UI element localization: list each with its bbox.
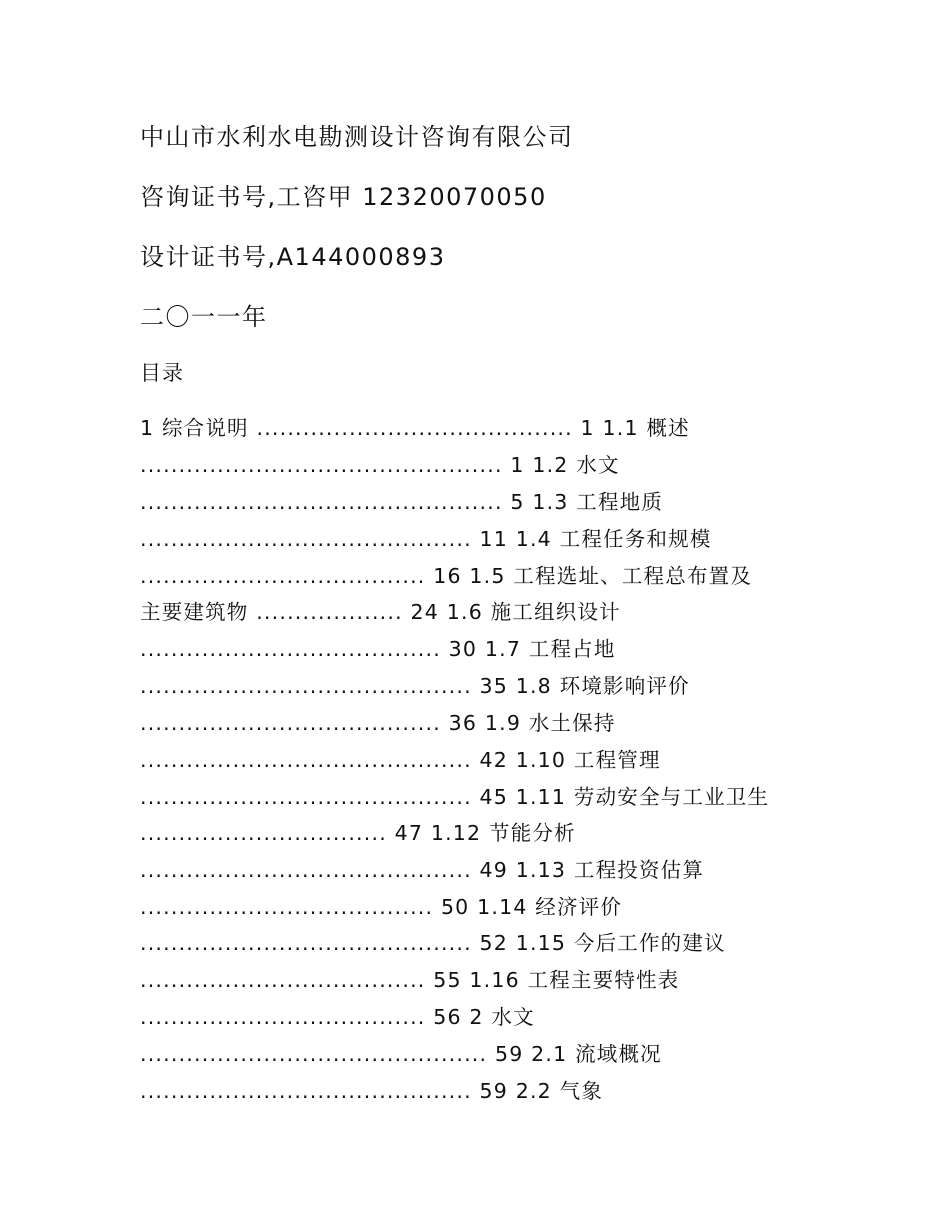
design-certificate-number: 设计证书号,A144000893 bbox=[140, 243, 446, 271]
toc-line: 主要建筑物 ................... 24 1.6 施工组织设计 bbox=[140, 600, 621, 624]
toc-line: ............................................... 1 1.2 水文 bbox=[140, 453, 620, 477]
toc-line: ........................................... 11 1.4 工程任务和规模 bbox=[140, 527, 712, 551]
toc-line: ........................................... 45 1.11 劳动安全与工业卫生 bbox=[140, 785, 770, 809]
document-year: 二〇一一年 bbox=[140, 303, 268, 331]
toc-line: ....................................... 36 1.9 水土保持 bbox=[140, 711, 616, 735]
toc-line: ............................................. 59 2.1 流域概况 bbox=[140, 1042, 662, 1066]
toc-line: ..................................... 56 2 水文 bbox=[140, 1005, 535, 1029]
toc-line: ........................................... 49 1.13 工程投资估算 bbox=[140, 858, 705, 882]
toc-line: ........................................... 52 1.15 今后工作的建议 bbox=[140, 931, 726, 955]
toc-line: ...................................... 50 1.14 经济评价 bbox=[140, 895, 623, 919]
toc-line: ........................................... 59 2.2 气象 bbox=[140, 1079, 604, 1103]
toc-line: ..................................... 55 1.16 工程主要特性表 bbox=[140, 968, 680, 992]
toc-line: ........................................... 35 1.8 环境影响评价 bbox=[140, 674, 690, 698]
toc-title: 目录 bbox=[140, 361, 184, 385]
toc-line: ..................................... 16 1.5 工程选址、工程总布置及 bbox=[140, 564, 753, 588]
consult-certificate-number: 咨询证书号,工咨甲 12320070050 bbox=[140, 183, 547, 211]
toc-line: ....................................... 30 1.7 工程占地 bbox=[140, 637, 616, 661]
toc-line: ................................ 47 1.12 节能分析 bbox=[140, 821, 576, 845]
company-name: 中山市水利水电勘测设计咨询有限公司 bbox=[140, 123, 574, 151]
toc-line: 1 综合说明 ......................................... 1 1.1 概述 bbox=[140, 416, 690, 440]
toc-line: ............................................... 5 1.3 工程地质 bbox=[140, 490, 664, 514]
toc-line: ........................................... 42 1.10 工程管理 bbox=[140, 748, 661, 772]
